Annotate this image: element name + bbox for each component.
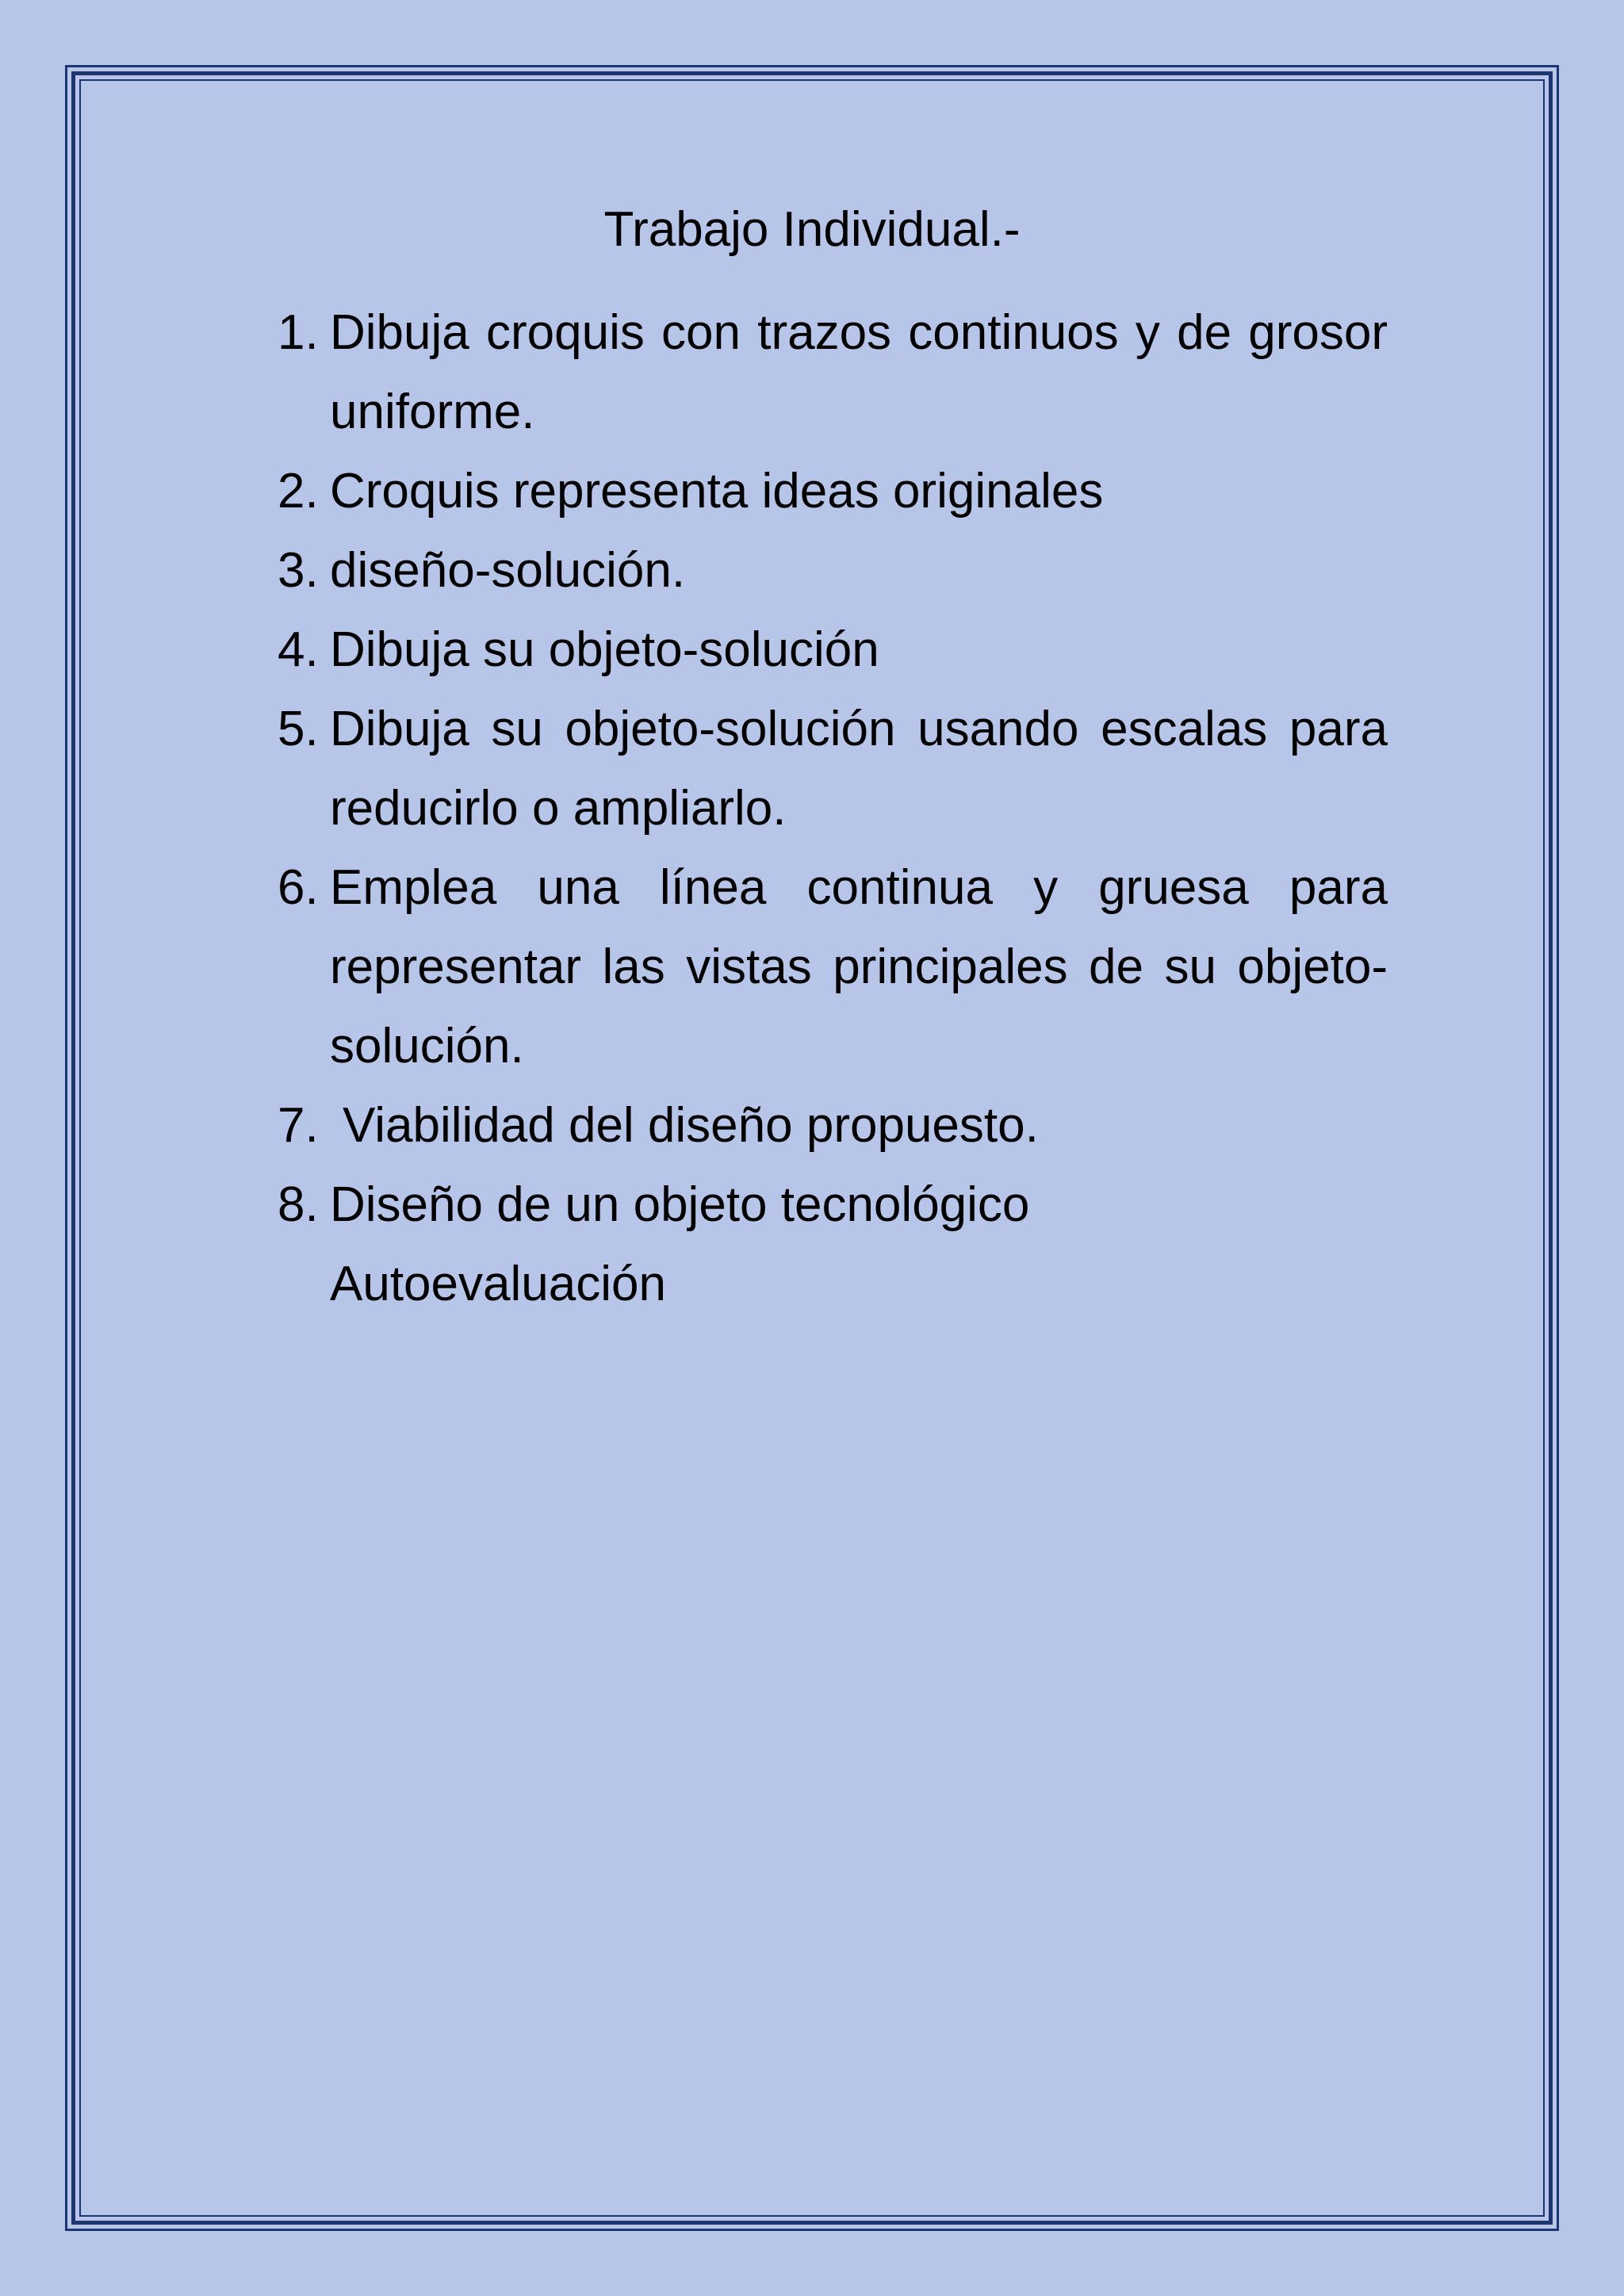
task-list — [278, 293, 1388, 1324]
document-title — [0, 198, 1624, 262]
task-number: 5. — [278, 702, 319, 756]
task-text: Viabilidad del diseño propuesto. — [343, 1098, 1039, 1153]
task-number: 1. — [278, 305, 319, 360]
task-text: diseño-solución. — [330, 543, 686, 598]
task-text: Dibuja croquis con trazos continuos y de grosor uniforme. — [330, 305, 1388, 439]
task-number: 7. — [278, 1098, 319, 1153]
task-item-2 — [278, 452, 1388, 531]
task-item-5 — [278, 690, 1388, 848]
task-number: 6. — [278, 860, 319, 915]
task-text: Diseño de un objeto tecnológico — [330, 1177, 1030, 1232]
task-item-6 — [278, 848, 1388, 1086]
task-text: Dibuja su objeto-solución usando escalas para reducirlo o ampliarlo. — [330, 702, 1388, 836]
task-text: Dibuja su objeto-solución — [330, 622, 879, 677]
task-number: 2. — [278, 464, 319, 519]
document-title-text: Trabajo Individual.- — [603, 202, 1021, 257]
task-item-7 — [278, 1086, 1388, 1165]
task-text: Emplea una línea continua y gruesa para representar las vistas principales de su objeto-solución. — [330, 860, 1388, 1073]
task-item-3 — [278, 531, 1388, 610]
task-number: 4. — [278, 622, 319, 677]
task-item-8 — [278, 1165, 1388, 1324]
autoevaluacion-text: Autoevaluación — [330, 1257, 666, 1311]
task-item-1 — [278, 293, 1388, 452]
task-number: 8. — [278, 1177, 319, 1232]
task-text: Croquis representa ideas originales — [330, 464, 1104, 519]
task-item-4 — [278, 610, 1388, 690]
task-number: 3. — [278, 543, 319, 598]
